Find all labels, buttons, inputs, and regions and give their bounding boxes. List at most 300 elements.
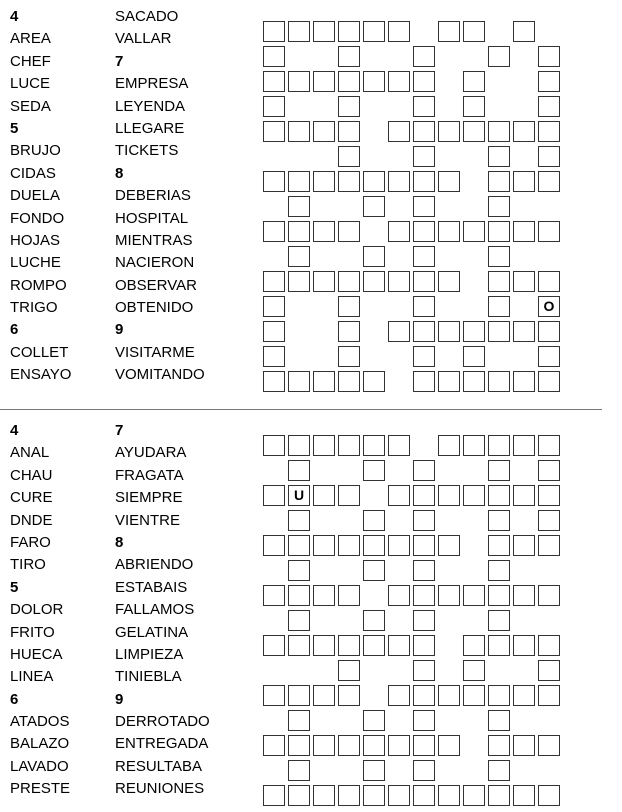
- word-list-item: ABRIENDO: [115, 556, 194, 574]
- crossword-cell[interactable]: [438, 685, 460, 706]
- word-list-item: HOSPITAL: [115, 209, 189, 227]
- crossword-cell[interactable]: [313, 21, 335, 42]
- word-list-item: VALLAR: [115, 30, 172, 48]
- crossword-cell[interactable]: [388, 735, 410, 756]
- crossword-cell[interactable]: [413, 171, 435, 192]
- crossword-cell[interactable]: [363, 271, 385, 292]
- word-list-item: VIENTRE: [115, 511, 181, 529]
- crossword-cell[interactable]: [488, 371, 510, 392]
- crossword-cell[interactable]: [413, 321, 435, 342]
- crossword-cell[interactable]: [513, 371, 535, 392]
- crossword-cell[interactable]: [313, 635, 335, 656]
- crossword-cell[interactable]: [363, 785, 385, 806]
- section-divider: [0, 409, 602, 410]
- crossword-cell[interactable]: [413, 610, 435, 631]
- word-list-item: LEYENDA: [115, 97, 186, 115]
- crossword-cell[interactable]: [488, 510, 510, 531]
- word-list-item: OBTENIDO: [115, 299, 194, 317]
- crossword-cell[interactable]: [263, 321, 285, 342]
- word-length-header: 5: [10, 119, 19, 137]
- crossword-cell[interactable]: [363, 535, 385, 556]
- crossword-cell[interactable]: [288, 635, 310, 656]
- crossword-cell-filled[interactable]: U: [288, 485, 310, 506]
- crossword-cell[interactable]: [313, 735, 335, 756]
- crossword-cell[interactable]: [513, 221, 535, 242]
- crossword-cell[interactable]: [463, 635, 485, 656]
- word-list-item: AYUDARA: [115, 444, 187, 462]
- crossword-cell[interactable]: [288, 246, 310, 267]
- crossword-cell[interactable]: [413, 510, 435, 531]
- crossword-cell[interactable]: [363, 510, 385, 531]
- crossword-cell[interactable]: [538, 371, 560, 392]
- word-list-item: TRIGO: [10, 299, 58, 317]
- crossword-cell[interactable]: [313, 71, 335, 92]
- crossword-cell[interactable]: [263, 371, 285, 392]
- crossword-cell[interactable]: [488, 760, 510, 781]
- crossword-cell[interactable]: [338, 271, 360, 292]
- crossword-cell[interactable]: [413, 660, 435, 681]
- word-list-item: FARO: [10, 533, 51, 551]
- word-list-item: GELATINA: [115, 623, 189, 641]
- word-list-item: REUNIONES: [115, 780, 205, 798]
- crossword-cell[interactable]: [513, 535, 535, 556]
- crossword-cell[interactable]: [288, 535, 310, 556]
- word-length-header: 6: [10, 321, 19, 339]
- crossword-cell[interactable]: [463, 321, 485, 342]
- crossword-cell[interactable]: [488, 435, 510, 456]
- crossword-cell[interactable]: [288, 71, 310, 92]
- crossword-cell[interactable]: [388, 535, 410, 556]
- crossword-cell[interactable]: [288, 760, 310, 781]
- crossword-cell[interactable]: [263, 735, 285, 756]
- word-list-item: DOLOR: [10, 601, 64, 619]
- crossword-cell[interactable]: [338, 346, 360, 367]
- word-list-item: LINEA: [10, 668, 54, 686]
- crossword-cell[interactable]: [388, 685, 410, 706]
- word-list-item: COLLET: [10, 343, 69, 361]
- crossword-cell[interactable]: [313, 485, 335, 506]
- word-length-header: 4: [10, 422, 19, 439]
- crossword-cell[interactable]: [263, 271, 285, 292]
- crossword-cell[interactable]: [413, 371, 435, 392]
- word-list-item: ENSAYO: [10, 366, 72, 384]
- crossword-cell[interactable]: [413, 346, 435, 367]
- crossword-cell[interactable]: [538, 535, 560, 556]
- word-list-item: HUECA: [10, 645, 63, 663]
- crossword-cell[interactable]: [288, 610, 310, 631]
- crossword-cell[interactable]: [263, 346, 285, 367]
- crossword-cell[interactable]: [538, 735, 560, 756]
- crossword-cell[interactable]: [513, 321, 535, 342]
- crossword-cell[interactable]: [538, 146, 560, 167]
- word-list-item: LAVADO: [10, 757, 69, 775]
- crossword-cell[interactable]: [413, 485, 435, 506]
- crossword-cell[interactable]: [263, 535, 285, 556]
- word-list-item: VOMITANDO: [115, 366, 205, 384]
- word-length-header: 4: [10, 8, 19, 25]
- crossword-cell[interactable]: [513, 735, 535, 756]
- crossword-cell[interactable]: [338, 660, 360, 681]
- word-list-item: VISITARME: [115, 343, 195, 361]
- word-list-item: CIDAS: [10, 164, 56, 182]
- crossword-cell[interactable]: [463, 585, 485, 606]
- crossword-cell[interactable]: [463, 346, 485, 367]
- crossword-cell[interactable]: [263, 635, 285, 656]
- crossword-cell[interactable]: [288, 221, 310, 242]
- crossword-cell[interactable]: [513, 21, 535, 42]
- crossword-cell[interactable]: [313, 171, 335, 192]
- word-list-item: TINIEBLA: [115, 668, 182, 686]
- crossword-cell[interactable]: [288, 21, 310, 42]
- crossword-cell[interactable]: [288, 171, 310, 192]
- crossword-cell[interactable]: [438, 321, 460, 342]
- crossword-cell[interactable]: [538, 346, 560, 367]
- crossword-cell[interactable]: [413, 196, 435, 217]
- crossword-cell[interactable]: [338, 785, 360, 806]
- crossword-cell[interactable]: [338, 171, 360, 192]
- crossword-cell[interactable]: [538, 685, 560, 706]
- crossword-cell[interactable]: [488, 610, 510, 631]
- word-list-item: OBSERVAR: [115, 276, 197, 294]
- crossword-cell[interactable]: [413, 460, 435, 481]
- crossword-cell[interactable]: [363, 21, 385, 42]
- crossword-cell[interactable]: [538, 271, 560, 292]
- crossword-cell[interactable]: [288, 196, 310, 217]
- crossword-cell[interactable]: [513, 785, 535, 806]
- crossword-cell[interactable]: [363, 560, 385, 581]
- crossword-cell[interactable]: [488, 196, 510, 217]
- word-list-item: BALAZO: [10, 735, 70, 753]
- crossword-cell[interactable]: [488, 121, 510, 142]
- crossword-cell[interactable]: [288, 710, 310, 731]
- crossword-cell[interactable]: [338, 685, 360, 706]
- crossword-cell[interactable]: [288, 585, 310, 606]
- crossword-cell[interactable]: [513, 635, 535, 656]
- crossword-cell[interactable]: [488, 46, 510, 67]
- crossword-cell[interactable]: [413, 46, 435, 67]
- word-list-item: FONDO: [10, 209, 65, 227]
- crossword-cell[interactable]: [438, 735, 460, 756]
- crossword-cell[interactable]: [413, 785, 435, 806]
- crossword-cell[interactable]: [338, 96, 360, 117]
- word-list-item: LIMPIEZA: [115, 645, 184, 663]
- crossword-cell[interactable]: [488, 171, 510, 192]
- crossword-cell[interactable]: [388, 785, 410, 806]
- crossword-cell[interactable]: [463, 685, 485, 706]
- word-length-header: 8: [115, 164, 124, 182]
- crossword-cell[interactable]: [338, 585, 360, 606]
- crossword-cell[interactable]: [288, 510, 310, 531]
- crossword-cell[interactable]: [313, 785, 335, 806]
- crossword-cell[interactable]: [413, 146, 435, 167]
- crossword-cell[interactable]: [463, 21, 485, 42]
- crossword-cell[interactable]: [463, 221, 485, 242]
- crossword-cell[interactable]: [413, 535, 435, 556]
- crossword-cell[interactable]: [338, 485, 360, 506]
- crossword-cell[interactable]: [388, 321, 410, 342]
- crossword-cell[interactable]: [538, 96, 560, 117]
- crossword-cell[interactable]: [288, 560, 310, 581]
- crossword-cell[interactable]: [488, 146, 510, 167]
- crossword-cell[interactable]: [438, 785, 460, 806]
- crossword-cell[interactable]: [313, 685, 335, 706]
- crossword-cell[interactable]: [288, 460, 310, 481]
- crossword-cell[interactable]: [413, 296, 435, 317]
- crossword-cell[interactable]: [338, 121, 360, 142]
- word-list-item: BRUJO: [10, 142, 61, 160]
- crossword-cell[interactable]: [488, 460, 510, 481]
- crossword-cell[interactable]: [363, 71, 385, 92]
- crossword-cell[interactable]: [413, 71, 435, 92]
- crossword-cell[interactable]: [413, 271, 435, 292]
- crossword-cell[interactable]: [538, 121, 560, 142]
- word-list-item: ROMPO: [10, 276, 67, 294]
- crossword-cell[interactable]: [413, 560, 435, 581]
- crossword-cell[interactable]: [538, 46, 560, 67]
- crossword-cell[interactable]: [538, 71, 560, 92]
- crossword-cell[interactable]: [538, 221, 560, 242]
- crossword-cell[interactable]: [538, 321, 560, 342]
- crossword-cell[interactable]: [363, 760, 385, 781]
- crossword-cell[interactable]: [438, 121, 460, 142]
- crossword-cell[interactable]: [288, 371, 310, 392]
- crossword-cell[interactable]: [413, 121, 435, 142]
- word-list-item: ATADOS: [10, 713, 70, 731]
- word-list-item: LUCE: [10, 75, 51, 93]
- crossword-cell[interactable]: [488, 271, 510, 292]
- crossword-cell[interactable]: [488, 560, 510, 581]
- word-list-item: DEBERIAS: [115, 187, 191, 205]
- crossword-cell[interactable]: [488, 246, 510, 267]
- word-list-item: MIENTRAS: [115, 231, 193, 249]
- word-length-header: 6: [10, 690, 19, 708]
- crossword-cell[interactable]: [488, 296, 510, 317]
- crossword-cell[interactable]: [338, 71, 360, 92]
- crossword-cell[interactable]: [263, 96, 285, 117]
- crossword-cell[interactable]: [263, 121, 285, 142]
- crossword-cell[interactable]: [438, 435, 460, 456]
- crossword-cell[interactable]: [338, 535, 360, 556]
- crossword-cell[interactable]: [513, 485, 535, 506]
- word-list-item: HOJAS: [10, 231, 61, 249]
- crossword-cell[interactable]: [363, 435, 385, 456]
- crossword-cell[interactable]: [388, 71, 410, 92]
- crossword-cell[interactable]: [288, 271, 310, 292]
- crossword-cell[interactable]: [288, 785, 310, 806]
- word-list-item: RESULTABA: [115, 757, 202, 775]
- crossword-cell[interactable]: [388, 121, 410, 142]
- crossword-cell[interactable]: [338, 296, 360, 317]
- crossword-cell[interactable]: [538, 485, 560, 506]
- crossword-cell[interactable]: [438, 221, 460, 242]
- crossword-cell[interactable]: [338, 46, 360, 67]
- crossword-cell[interactable]: [538, 635, 560, 656]
- word-length-header: 7: [115, 52, 124, 70]
- crossword-cell[interactable]: [288, 121, 310, 142]
- crossword-cell[interactable]: [388, 171, 410, 192]
- crossword-cell[interactable]: [338, 221, 360, 242]
- crossword-cell[interactable]: [288, 435, 310, 456]
- crossword-cell[interactable]: [438, 485, 460, 506]
- word-list-item: FALLAMOS: [115, 601, 195, 619]
- crossword-cell[interactable]: [438, 271, 460, 292]
- crossword-cell[interactable]: [488, 685, 510, 706]
- crossword-cell[interactable]: [288, 735, 310, 756]
- word-length-header: 8: [115, 533, 124, 551]
- crossword-cell[interactable]: [488, 710, 510, 731]
- crossword-cell[interactable]: [413, 710, 435, 731]
- crossword-cell[interactable]: [363, 246, 385, 267]
- crossword-cell[interactable]: [263, 685, 285, 706]
- crossword-cell[interactable]: [463, 71, 485, 92]
- crossword-cell[interactable]: [263, 296, 285, 317]
- crossword-cell[interactable]: [388, 485, 410, 506]
- crossword-cell[interactable]: [463, 371, 485, 392]
- crossword-cell[interactable]: [363, 610, 385, 631]
- word-list-item: ANAL: [10, 444, 50, 462]
- crossword-cell[interactable]: [413, 246, 435, 267]
- crossword-cell[interactable]: [313, 435, 335, 456]
- crossword-cell[interactable]: [313, 271, 335, 292]
- crossword-cell[interactable]: [538, 171, 560, 192]
- word-list-item: EMPRESA: [115, 75, 189, 93]
- word-list-item: LLEGARE: [115, 119, 185, 137]
- crossword-cell[interactable]: [413, 735, 435, 756]
- crossword-cell[interactable]: [288, 685, 310, 706]
- crossword-cell[interactable]: [438, 585, 460, 606]
- crossword-cell[interactable]: [388, 221, 410, 242]
- crossword-cell[interactable]: [413, 585, 435, 606]
- crossword-cell[interactable]: [463, 435, 485, 456]
- crossword-cell[interactable]: [463, 121, 485, 142]
- word-list-item: AREA: [10, 30, 51, 48]
- crossword-cell[interactable]: [313, 221, 335, 242]
- word-length-header: 9: [115, 690, 124, 708]
- crossword-cell[interactable]: [513, 585, 535, 606]
- crossword-cell[interactable]: [538, 435, 560, 456]
- crossword-cell[interactable]: [538, 785, 560, 806]
- crossword-cell[interactable]: [313, 585, 335, 606]
- crossword-cell[interactable]: [263, 71, 285, 92]
- crossword-cell[interactable]: [413, 760, 435, 781]
- crossword-cell[interactable]: [513, 435, 535, 456]
- word-list-item: NACIERON: [115, 254, 195, 272]
- crossword-cell[interactable]: [388, 635, 410, 656]
- word-list-item: FRITO: [10, 623, 55, 641]
- crossword-cell[interactable]: [438, 21, 460, 42]
- crossword-cell[interactable]: [338, 735, 360, 756]
- word-list-column-1: [10, 6, 71, 387]
- word-length-header: 5: [10, 578, 19, 596]
- crossword-cell[interactable]: [363, 710, 385, 731]
- crossword-cell[interactable]: [413, 685, 435, 706]
- crossword-cell[interactable]: [413, 221, 435, 242]
- word-list-item: LUCHE: [10, 254, 61, 272]
- word-list-item: SACADO: [115, 8, 179, 25]
- crossword-cell[interactable]: [338, 146, 360, 167]
- crossword-cell[interactable]: [263, 785, 285, 806]
- crossword-cell[interactable]: [488, 735, 510, 756]
- crossword-cell[interactable]: [488, 221, 510, 242]
- crossword-cell[interactable]: [513, 171, 535, 192]
- crossword-cell[interactable]: [263, 46, 285, 67]
- word-list-item: CHEF: [10, 52, 51, 70]
- word-list-item: DERROTADO: [115, 713, 210, 731]
- crossword-cell[interactable]: [388, 585, 410, 606]
- crossword-cell[interactable]: [438, 171, 460, 192]
- crossword-cell[interactable]: [338, 321, 360, 342]
- crossword-cell[interactable]: [313, 535, 335, 556]
- crossword-cell-filled[interactable]: O: [538, 296, 560, 317]
- crossword-cell[interactable]: [338, 371, 360, 392]
- crossword-cell[interactable]: [538, 660, 560, 681]
- crossword-cell[interactable]: [488, 535, 510, 556]
- crossword-cell[interactable]: [488, 321, 510, 342]
- crossword-cell[interactable]: [263, 585, 285, 606]
- word-list-item: ESTABAIS: [115, 578, 188, 596]
- crossword-cell[interactable]: [538, 585, 560, 606]
- crossword-cell[interactable]: [338, 435, 360, 456]
- word-list-item: ENTREGADA: [115, 735, 209, 753]
- crossword-cell[interactable]: [363, 171, 385, 192]
- word-list-item: SIEMPRE: [115, 489, 183, 507]
- crossword-cell[interactable]: [263, 435, 285, 456]
- crossword-cell[interactable]: [413, 96, 435, 117]
- crossword-cell[interactable]: [413, 635, 435, 656]
- crossword-cell[interactable]: [363, 196, 385, 217]
- crossword-cell[interactable]: [388, 435, 410, 456]
- word-list-item: FRAGATA: [115, 466, 184, 484]
- crossword-cell[interactable]: [263, 485, 285, 506]
- crossword-cell[interactable]: [488, 635, 510, 656]
- crossword-cell[interactable]: [488, 585, 510, 606]
- crossword-cell[interactable]: [363, 635, 385, 656]
- crossword-cell[interactable]: [263, 21, 285, 42]
- word-list-item: SEDA: [10, 97, 51, 115]
- crossword-cell[interactable]: [363, 371, 385, 392]
- crossword-cell[interactable]: [488, 785, 510, 806]
- word-list-item: TICKETS: [115, 142, 179, 160]
- word-list-item: CHAU: [10, 466, 53, 484]
- crossword-cell[interactable]: [463, 485, 485, 506]
- crossword-cell[interactable]: [438, 535, 460, 556]
- crossword-cell[interactable]: [538, 510, 560, 531]
- crossword-cell[interactable]: [263, 221, 285, 242]
- word-list-item: DNDE: [10, 511, 53, 529]
- crossword-cell[interactable]: [463, 660, 485, 681]
- crossword-cell[interactable]: [313, 371, 335, 392]
- word-list-item: CURE: [10, 489, 53, 507]
- crossword-cell[interactable]: [388, 271, 410, 292]
- crossword-cell[interactable]: [513, 685, 535, 706]
- crossword-cell[interactable]: [363, 735, 385, 756]
- crossword-cell[interactable]: [513, 121, 535, 142]
- crossword-cell[interactable]: [388, 21, 410, 42]
- crossword-cell[interactable]: [463, 96, 485, 117]
- crossword-cell[interactable]: [438, 371, 460, 392]
- crossword-cell[interactable]: [263, 171, 285, 192]
- crossword-cell[interactable]: [463, 785, 485, 806]
- crossword-cell[interactable]: [488, 485, 510, 506]
- word-list-column-2: [115, 6, 205, 387]
- crossword-cell[interactable]: [338, 635, 360, 656]
- crossword-cell[interactable]: [513, 271, 535, 292]
- crossword-cell[interactable]: [338, 21, 360, 42]
- word-list-item: PRESTE: [10, 780, 71, 798]
- crossword-cell[interactable]: [313, 121, 335, 142]
- crossword-cell[interactable]: [363, 460, 385, 481]
- crossword-cell[interactable]: [538, 460, 560, 481]
